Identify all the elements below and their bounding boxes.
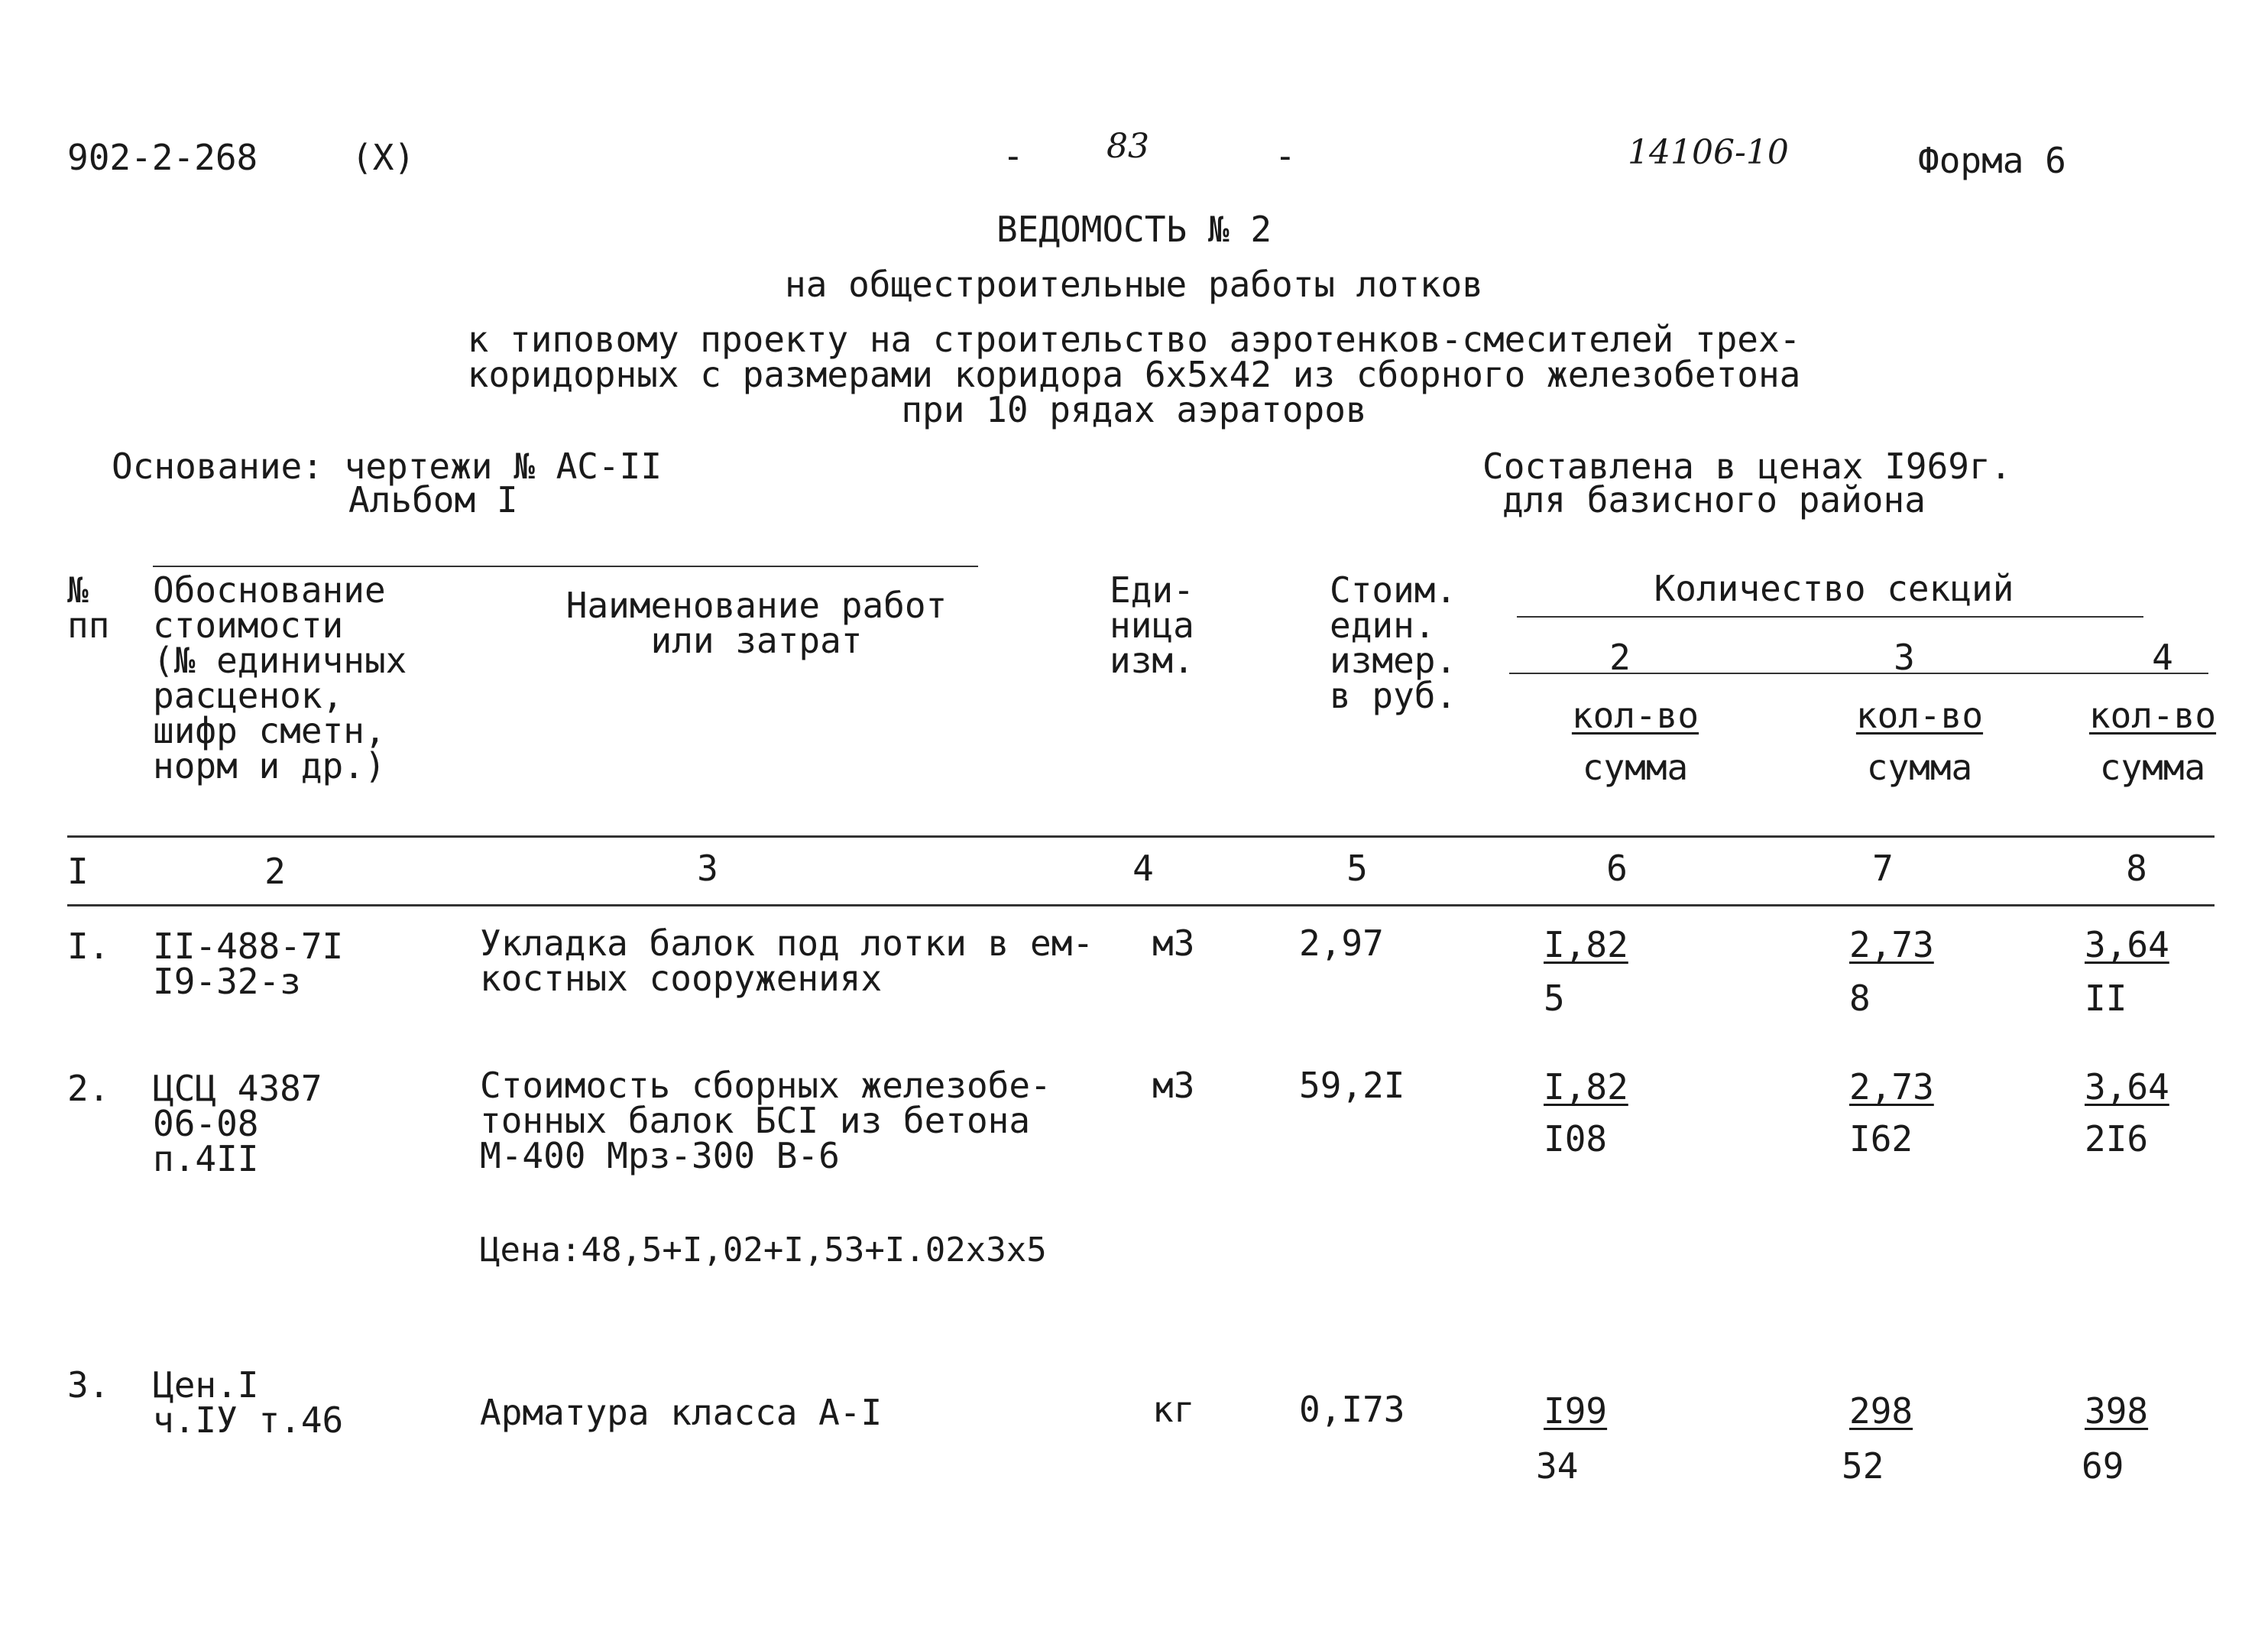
row-2-sec2-sum: I08 <box>1544 1118 1608 1159</box>
title-line-4: коридорных с размерами коридора 6х5х42 из сборного железобетона <box>467 354 1801 395</box>
header-name-1: Наименование работ <box>565 585 948 626</box>
title-line-5: при 10 рядах аэраторов <box>901 389 1367 430</box>
header-price-2: един. <box>1330 605 1436 646</box>
header-basis-5: шифр сметн, <box>153 710 386 751</box>
row-3-basis-1: Цен.I <box>153 1364 259 1406</box>
page-dash-right: - <box>1275 135 1296 177</box>
header-basis-4: расценок, <box>153 675 344 716</box>
project-code: 902-2-268 <box>67 137 258 178</box>
header-price-4: в руб. <box>1330 675 1457 716</box>
row-2-basis-3: п.4II <box>153 1138 259 1179</box>
header-unit-1: Еди- <box>1110 569 1194 611</box>
page-number: 83 <box>1106 127 1149 166</box>
header-top-rule <box>153 566 978 567</box>
header-basis-2: стоимости <box>153 605 344 646</box>
row-1-sec2-qty: I,82 <box>1544 924 1628 965</box>
section-2-qty-label: кол-во <box>1571 695 1699 736</box>
document-subtitle: на общестроительные работы лотков <box>785 264 1483 305</box>
row-2-sec4-sum: 2I6 <box>2085 1118 2149 1159</box>
column-numbers-rule <box>67 904 2215 906</box>
form-number: Форма 6 <box>1918 140 2066 181</box>
header-unit-3: изм. <box>1110 640 1194 681</box>
price-basis: Составлена в ценах I969г. <box>1482 446 2012 487</box>
row-1-sec4-sum: II <box>2085 978 2127 1019</box>
row-2-name-1: Стоимость сборных железобе- <box>480 1065 1051 1106</box>
row-1-num: I. <box>67 926 110 967</box>
row-1-name-1: Укладка балок под лотки в ем- <box>480 923 1094 964</box>
header-price-1: Стоим. <box>1330 569 1457 611</box>
section-4-count: 4 <box>2152 637 2173 678</box>
row-1-name-2: костных сооружениях <box>480 958 883 999</box>
row-1-basis-1: II-488-7I <box>153 926 344 967</box>
header-basis-1: Обоснование <box>153 569 386 611</box>
header-unit-2: ница <box>1110 605 1194 646</box>
row-1-sec3-qty: 2,73 <box>1849 924 1934 965</box>
document-title: ВЕДОМОСТЬ № 2 <box>996 209 1272 250</box>
section-3-count: 3 <box>1894 637 1915 678</box>
row-3-sec4-sum: 69 <box>2082 1445 2124 1487</box>
row-2-sec2-qty: I,82 <box>1544 1066 1628 1107</box>
header-name-2: или затрат <box>650 620 863 661</box>
row-2-basis-1: ЦСЦ 4387 <box>153 1068 322 1109</box>
header-bottom-rule <box>67 835 2215 838</box>
row-1-price: 2,97 <box>1299 923 1384 964</box>
header-num-1: № <box>67 569 89 611</box>
row-1-unit: м3 <box>1152 923 1195 964</box>
section-2-sum-label: сумма <box>1582 747 1689 788</box>
row-3-price: 0,I73 <box>1299 1389 1405 1430</box>
section-4-sum-label: сумма <box>2099 747 2206 788</box>
price-region: для базисного района <box>1502 479 1926 521</box>
col-number-7: 7 <box>1872 848 1894 889</box>
sections-title-rule <box>1517 616 2143 618</box>
inventory-number: 14106-10 <box>1628 133 1789 172</box>
row-3-sec3-qty: 298 <box>1849 1390 1913 1432</box>
header-price-3: измер. <box>1330 640 1457 681</box>
row-2-basis-2: 06-08 <box>153 1103 259 1144</box>
row-2-unit: м3 <box>1152 1065 1195 1106</box>
row-2-sec4-qty: 3,64 <box>2085 1066 2169 1107</box>
row-3-unit: кг <box>1152 1389 1195 1430</box>
section-3-qty-label: кол-во <box>1855 695 1984 736</box>
row-2-name-2: тонных балок БСI из бетона <box>480 1100 1031 1141</box>
row-2-price-note: Цена:48,5+I,02+I,53+I.02х3х5 <box>480 1231 1047 1270</box>
basis-album: Альбом I <box>348 479 518 521</box>
row-3-sec4-qty: 398 <box>2085 1390 2149 1432</box>
col-number-2: 2 <box>264 851 286 892</box>
header-basis-6: норм и др.) <box>153 745 386 786</box>
row-1-sec4-qty: 3,64 <box>2085 924 2169 965</box>
page-dash-left: - <box>1003 135 1024 177</box>
header-num-2: пп <box>67 605 110 646</box>
row-3-num: 3. <box>67 1364 110 1406</box>
title-line-3: к типовому проекту на строительство аэротенков-смесителей трех- <box>467 319 1801 360</box>
row-3-name-1: Арматура класса А-I <box>480 1392 883 1433</box>
row-3-basis-2: ч.IУ т.46 <box>153 1399 344 1441</box>
row-1-sec2-sum: 5 <box>1544 978 1565 1019</box>
row-2-price: 59,2I <box>1299 1065 1405 1106</box>
row-3-sec2-qty: I99 <box>1544 1390 1608 1432</box>
basis-drawings: Основание: чертежи № АС-II <box>112 446 663 487</box>
col-number-6: 6 <box>1606 848 1628 889</box>
row-1-sec3-sum: 8 <box>1849 978 1871 1019</box>
col-number-8: 8 <box>2126 848 2147 889</box>
row-2-num: 2. <box>67 1068 110 1109</box>
section-4-qty-label: кол-во <box>2088 695 2217 736</box>
section-2-count: 2 <box>1609 637 1631 678</box>
sections-title: Количество секций <box>1654 568 2014 609</box>
col-number-1: I <box>67 851 89 892</box>
row-3-sec3-sum: 52 <box>1842 1445 1884 1487</box>
row-3-sec2-sum: 34 <box>1536 1445 1579 1487</box>
row-2-sec3-qty: 2,73 <box>1849 1066 1934 1107</box>
row-2-name-3: М-400 Мрз-300 В-6 <box>480 1135 840 1176</box>
volume-number: (X) <box>352 137 416 178</box>
col-number-4: 4 <box>1132 848 1154 889</box>
col-number-5: 5 <box>1346 848 1368 889</box>
section-3-sum-label: сумма <box>1866 747 1973 788</box>
row-2-sec3-sum: I62 <box>1849 1118 1913 1159</box>
col-number-3: 3 <box>697 848 718 889</box>
row-1-basis-2: I9-32-з <box>153 961 301 1002</box>
header-basis-3: (№ единичных <box>153 640 407 681</box>
